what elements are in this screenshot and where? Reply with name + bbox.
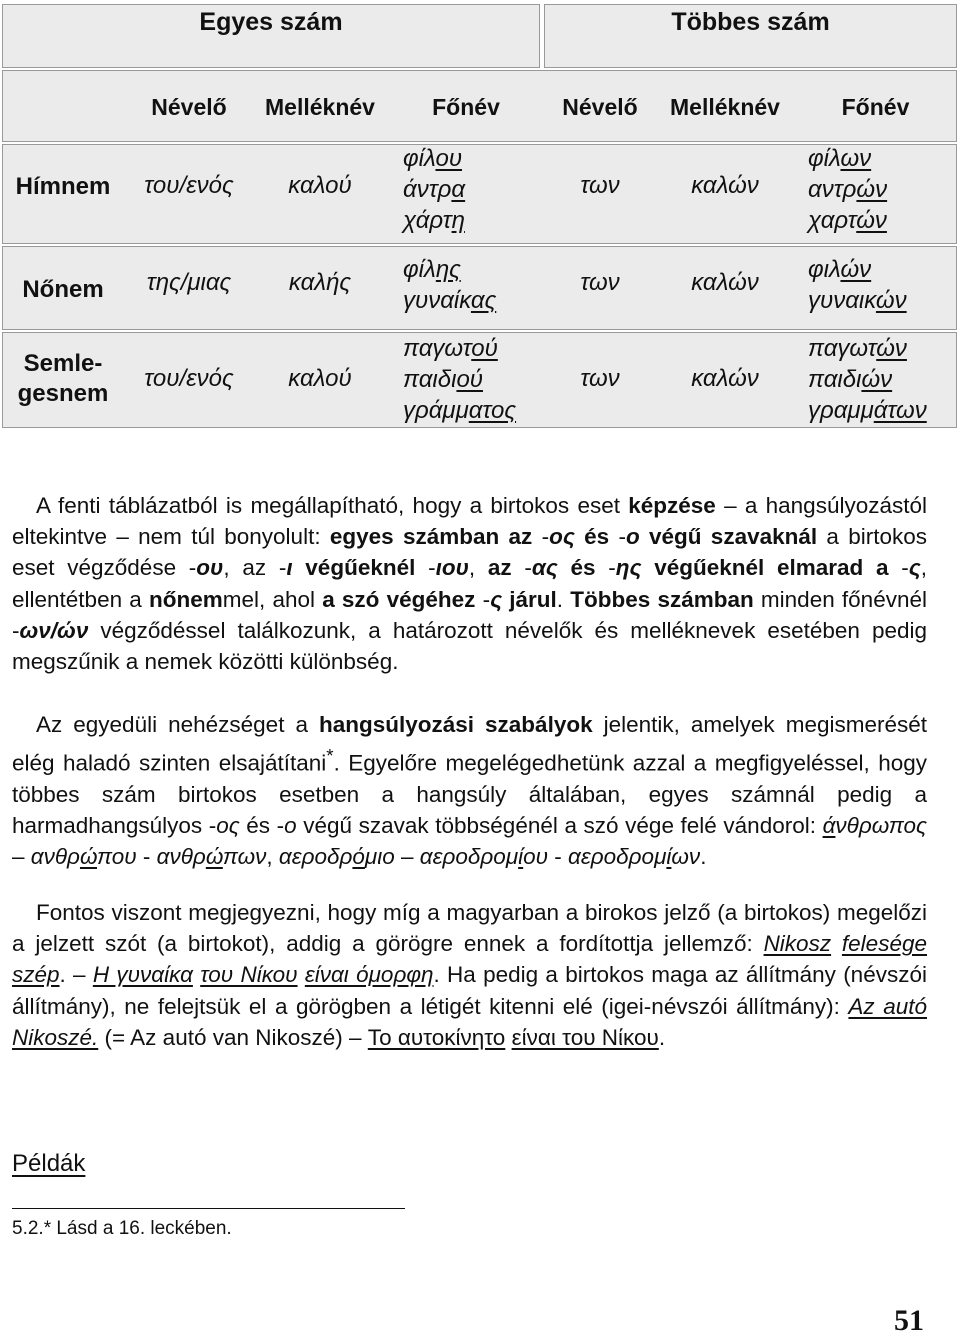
noun-form: αντρών — [808, 176, 888, 203]
row-neuter — [2, 332, 957, 428]
pl-article: των — [580, 172, 620, 199]
pl-nouns — [808, 254, 907, 316]
noun-form: φιλών — [808, 256, 872, 283]
noun-form: φίλου — [403, 145, 463, 172]
ending: ας — [470, 287, 497, 314]
sg-nouns — [403, 333, 516, 426]
col-header-article-sg: Névelő — [151, 94, 227, 120]
header-singular-label: Egyes szám — [199, 8, 343, 36]
pl-article: των — [580, 269, 620, 296]
ending: ών — [875, 287, 907, 314]
sg-adjective: καλού — [288, 365, 352, 392]
pl-adjective: καλών — [691, 172, 759, 199]
ending: α — [451, 176, 466, 203]
col-header-adjective-pl: Melléknév — [670, 94, 780, 120]
ending: ης — [435, 256, 461, 283]
row-label: Hímnem — [15, 173, 111, 200]
pl-adjective: καλών — [691, 365, 759, 392]
noun-form: παιδιών — [808, 366, 893, 393]
noun-form: παγωτών — [808, 335, 907, 362]
footnote-divider — [12, 1208, 405, 1209]
pl-article: των — [580, 365, 620, 392]
col-header-noun-pl: Főnév — [841, 94, 910, 120]
noun-form: φίλης — [403, 256, 461, 283]
examples-heading[interactable]: Példák — [12, 1150, 86, 1177]
pl-adjective: καλών — [691, 269, 759, 296]
ending: άτων — [873, 397, 927, 424]
ending: ών — [876, 335, 907, 362]
pl-nouns — [808, 333, 927, 426]
ending: ου — [435, 145, 463, 172]
ending: ού — [471, 335, 498, 362]
noun-form: παιδιού — [403, 366, 483, 393]
sg-adjective: καλής — [288, 269, 352, 296]
row-label-line: Semle- — [23, 350, 103, 377]
header-plural — [544, 4, 957, 68]
row-masculine — [2, 144, 957, 244]
row-label — [3, 349, 123, 409]
row-label-line: gesnem — [17, 380, 109, 407]
paragraph-3: Fontos viszont megjegyezni, hogy míg a magyarban a birokos jelző (a birtokos) megelőzi a jelzett szót (a birtokot), addig a görögre ennek a fordítottja jellemző: Nikosz felesége szép. – Η γυναίκα του Νίκου είναι όμορφη. Ha pedig a birtokos maga az állítmány (névszói állítmány), ne felejtsük el a görögben a létigét kitenni elé (igei-névszói állítmány): Az autó Nikoszé. (= Az autó van Nikoszé) – Το αυτοκίνητο είναι του Νίκου. — [12, 900, 927, 1050]
noun-form: χαρτών — [808, 207, 887, 234]
paragraph-1: A fenti táblázatból is megállapítható, hogy a birtokos eset képzése – a hangsúlyozástól eltekintve – nem túl bonyolult: egyes számban az -ος és -ο végű szavaknál a birtokos eset végződése -ου, az -ι végűeknél -ιου, az -ας és -ης végűeknél elmarad a -ς, ellentétben a nőnemmel, ahol a szó végéhez -ς járul. Többes számban minden főnévnél -ων/ών végződéssel találkozunk, a határozott névelők és melléknevek esetében pedig megszűnik a nemek közötti különbség. — [12, 493, 928, 675]
col-header-noun-sg: Főnév — [432, 94, 500, 120]
noun-form: άντρα — [403, 176, 466, 203]
noun-form: γυναίκας — [403, 287, 497, 314]
sg-adjective: καλού — [288, 172, 352, 199]
sg-nouns — [403, 254, 496, 316]
ending: ών — [856, 176, 888, 203]
noun-form: γράμματος — [403, 397, 517, 424]
noun-form: γραμμάτων — [808, 397, 927, 424]
column-header-row — [2, 70, 957, 142]
ending: ών — [840, 256, 872, 283]
col-header-article-pl: Névelő — [562, 94, 638, 120]
ending: ων — [840, 145, 872, 172]
header-plural-label: Többes szám — [671, 8, 830, 36]
ending: ατος — [468, 397, 517, 424]
page-number: 51 — [894, 1304, 924, 1337]
sg-nouns — [403, 143, 465, 236]
noun-form: γυναικών — [808, 287, 907, 314]
footnote: 5.2.* Lásd a 16. leckében. — [12, 1218, 232, 1239]
row-feminine — [2, 246, 957, 330]
ending: η — [451, 207, 465, 234]
ending: ού — [456, 366, 483, 393]
noun-form: φίλων — [808, 145, 872, 172]
noun-form: χάρτη — [403, 207, 465, 234]
paragraph-2: Az egyedüli nehézséget a hangsúlyozási szabályok jelentik, amelyek megismerését elég haladó szinten elsajátítani*. Egyelőre megelégedhetünk azzal a megfigyeléssel, hogy többes szám birtokos esetben a hangsúly általában, egyes számnál pedig a harmadhangsúlyos -ος és -ο végű szavak többségénél a szó vége felé vándorol: άνθρωπος – ανθρώπου - ανθρώπων, αεροδρόμιο – αεροδρομίου - αεροδρομίων. — [12, 712, 928, 870]
col-header-adjective-sg: Melléknév — [265, 94, 375, 120]
row-label: Nőnem — [22, 276, 104, 303]
sg-article: της/μιας — [146, 269, 232, 296]
sg-article: του/ενός — [144, 365, 234, 392]
ending: ών — [856, 207, 887, 234]
header-singular — [2, 4, 540, 68]
pl-nouns — [808, 143, 887, 236]
ending: ών — [861, 366, 893, 393]
sg-article: του/ενός — [144, 172, 234, 199]
noun-form: παγωτού — [403, 335, 498, 362]
